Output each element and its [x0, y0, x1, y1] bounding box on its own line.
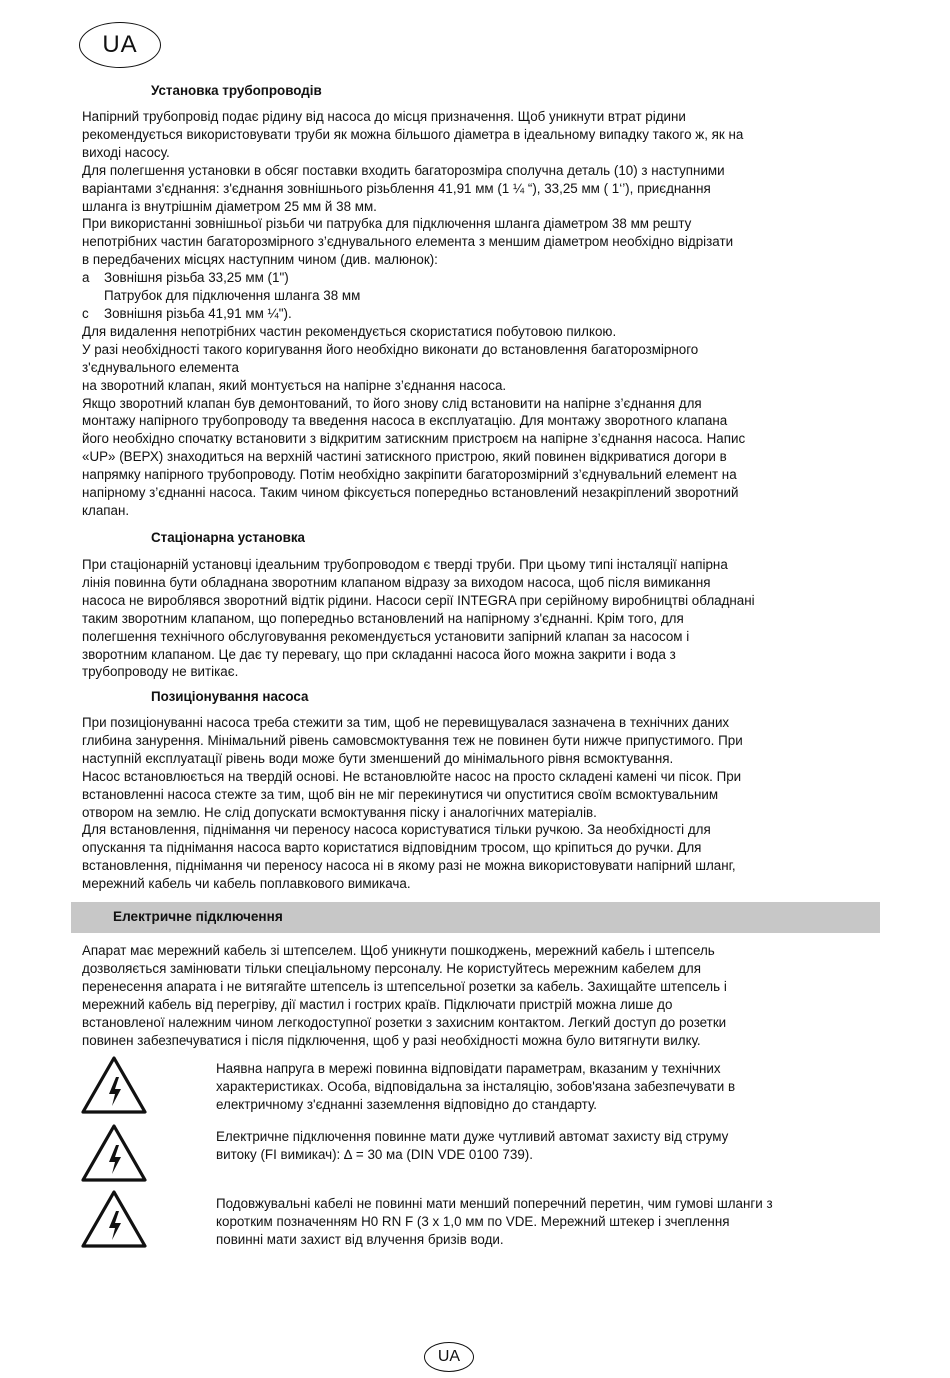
- text-line: Наявна напруга в мережі повинна відповідати параметрам, вказаним у технічних: [216, 1061, 721, 1076]
- text-line: шланга із внутрішнім діаметром 25 мм й 38 мм.: [82, 198, 377, 214]
- text-line: Подовжувальні кабелі не повинні мати менший поперечний перетин, чим гумові шланги з: [216, 1196, 773, 1211]
- text-line: рекомендується використовувати труби як можна більшого діаметра в ідеальному випадку такого ж, як на: [82, 126, 744, 142]
- stationary-section: [82, 529, 872, 547]
- installation-section: [82, 82, 872, 100]
- text-line: Насос встановлюється на твердій основі. Не встановлюйте насос на просто складені камені чи пісок. При: [82, 768, 742, 784]
- warning-text-1: [216, 1060, 876, 1114]
- text-line: отвором на землю. Не слід допускати всмоктування піску і аналогічних матеріалів.: [82, 804, 597, 820]
- text-line: напірному з’єднанні насоса. Таким чином фіксується попередньо встановлений незакріплений зворотний: [82, 485, 739, 501]
- list-item: [82, 305, 872, 323]
- language-badge-top: UA: [79, 22, 161, 68]
- text-line: непотрібних частин багаторозмірного з’єднувального елемента з меншим діаметром необхідно відрізати: [82, 234, 734, 250]
- text-line: насоса не вироблявся зворотний відтік рідини. Насоси серії INTEGRA при серійному виробництві обладнані: [82, 592, 755, 608]
- positioning-paragraph: [82, 714, 872, 893]
- text-line: витоку (FI вимикач): ∆ = 30 ма (DIN VDE 0100 739).: [216, 1146, 533, 1162]
- electric-hazard-icon: [80, 1123, 148, 1183]
- stationary-body: [82, 556, 872, 681]
- stationary-paragraph: [82, 556, 872, 681]
- electric-hazard-icon: [80, 1189, 148, 1249]
- text-line: Для видалення непотрібних частин рекомендується скористатися побутовою пилкою.: [82, 323, 617, 339]
- list-item: [82, 287, 872, 305]
- text-line: його необхідно спочатку встановити з відкритим затискним пристроєм на напірне з’єднання насоса. Напис: [82, 431, 746, 447]
- installation-body: [82, 108, 872, 520]
- text-line: Для встановлення, піднімання чи переносу насоса користуватися тільки ручкою. За необхідності для: [82, 822, 711, 838]
- text-line: При позиціонуванні насоса треба стежити за тим, щоб не перевищувалася зазначена в технічних даних: [82, 715, 730, 730]
- stationary-heading: Стаціонарна установка: [151, 530, 305, 545]
- electrical-heading: Електричне підключення: [113, 909, 283, 924]
- text-line: глибина занурення. Мінімальний рівень самовсмоктування теж не повинен бути нижче припустимого. При: [82, 732, 743, 748]
- text-line: повинні мати захист від влучення бризів води.: [216, 1231, 504, 1247]
- positioning-body: [82, 714, 872, 893]
- positioning-section: [82, 688, 872, 706]
- electrical-section-header: [71, 902, 880, 933]
- text-line: характеристиках. Особа, відповідальна за інсталяцію, зобов'язана забезпечувати в: [216, 1078, 736, 1094]
- fitting-options-list: [82, 269, 872, 323]
- text-line: виході насосу.: [82, 144, 170, 160]
- text-line: в передбачених місцях наступним чином (див. малюнок):: [82, 252, 438, 268]
- list-item: [82, 269, 872, 287]
- text-line: лінія повинна бути обладнана зворотним клапаном відразу за виходом насоса, щоб після вимикання: [82, 574, 711, 590]
- text-line: Для полегшення установки в обсяг поставки входить багаторозміра сполучна деталь (10) з наступними: [82, 162, 725, 178]
- text-line: опускання та піднімання насоса варто користатися відповідним тросом, що кріпиться до ручки. Для: [82, 840, 702, 856]
- text-line: У разі необхідності такого коригування його необхідно виконати до встановлення багаторозмірного: [82, 341, 699, 357]
- list-marker: a: [82, 270, 90, 286]
- text-line: мережний кабель чи кабель поплавкового вимикача.: [82, 876, 411, 892]
- text-line: варіантами з'єднання: з'єднання зовнішнього різьблення 41,91 мм (1 ¼ “), 33,25 мм ( 1‘’), приєднання: [82, 180, 711, 196]
- text-line: При стаціонарній установці ідеальним трубопроводом є тверді труби. При цьому типі інсталяції напірна: [82, 557, 728, 572]
- text-line: дозволяється замінювати тільки спеціальному персоналу. Не користуйтесь мережним кабелем для: [82, 960, 701, 976]
- text-line: наступній експлуатації рівень води може бути зменшений до мінімального рівня всмоктування.: [82, 750, 674, 766]
- text-line: «UP» (ВЕРХ) знаходиться на верхній частині затискного пристрою, який повинен відкриватися догори в: [82, 449, 727, 465]
- warning-text-2: [216, 1128, 876, 1164]
- installation-paragraph-2: [82, 323, 872, 520]
- text-line: повинен забезпечуватися і після підключення, щоб у разі необхідності можна було витягнути вилку.: [82, 1032, 701, 1048]
- installation-paragraph: [82, 108, 872, 269]
- electrical-body: [82, 942, 872, 1049]
- electrical-paragraph: [82, 942, 872, 1049]
- list-marker: [82, 287, 104, 305]
- text-line: перенесення апарата і не витягайте штепсель із штепсельної розетки за кабель. Захищайте штепсель і: [82, 978, 727, 994]
- text-line: встановленої належним чином легкодоступної розетки з захисним контактом. Легкий доступ до розетки: [82, 1014, 727, 1030]
- text-line: на зворотний клапан, який монтується на напірне з’єднання насоса.: [82, 377, 507, 393]
- text-line: зворотним клапаном. Це дає ту перевагу, що при складанні насоса його можна закрити і вода з: [82, 646, 676, 662]
- text-line: встановлення, піднімання чи переносу насоса ні в якому разі не можна використовувати напірний шланг,: [82, 858, 736, 874]
- text-line: таким зворотним клапаном, що попередньо встановлений на напірному з'єднанні. Крім того, для: [82, 610, 684, 626]
- positioning-heading: Позиціонування насоса: [151, 689, 309, 704]
- text-line: Апарат має мережний кабель зі штепселем. Щоб уникнути пошкоджень, мережний кабель і штепсель: [82, 943, 715, 958]
- text-line: напрямку напірного трубопроводу. Потім необхідно закріпити багаторозмірний з’єднувальний елемент на: [82, 467, 737, 483]
- text-line: Електричне підключення повинне мати дуже чутливий автомат захисту від струму: [216, 1129, 729, 1144]
- installation-heading: Установка трубопроводів: [151, 83, 322, 98]
- text-line: полегшення технічного обслуговування рекомендується установити запірний клапан за насосом і: [82, 628, 690, 644]
- text-line: Напірний трубопровід подає рідину від насоса до місця призначення. Щоб уникнути втрат рідини: [82, 109, 686, 124]
- electric-hazard-icon: [80, 1055, 148, 1115]
- list-text: Зовнішня різьба 33,25 мм (1"): [104, 270, 289, 286]
- text-line: При використанні зовнішньої різьби чи патрубка для підключення шланга діаметром 38 мм решту: [82, 216, 692, 232]
- text-line: трубопроводу не витікає.: [82, 664, 239, 680]
- text-line: з'єднувального елемента: [82, 359, 239, 375]
- warning-text-3: [216, 1195, 876, 1249]
- text-line: електричному з'єднанні заземлення відповідно до стандарту.: [216, 1096, 598, 1112]
- list-text: Патрубок для підключення шланга 38 мм: [104, 288, 361, 304]
- list-marker: c: [82, 305, 89, 321]
- list-text: Зовнішня різьба 41,91 мм ¼").: [104, 305, 292, 321]
- text-line: мережний кабель від перегріву, дії мастил і гострих країв. Підключати пристрій можна лише до: [82, 996, 673, 1012]
- text-line: коротким позначенням H0 RN F (3 x 1,0 мм по VDE. Мережний штекер і зчеплення: [216, 1213, 730, 1229]
- text-line: Якщо зворотний клапан був демонтований, то його знову слід встановити на напірне з’єднання для: [82, 395, 702, 411]
- language-badge-bottom: UA: [424, 1342, 474, 1372]
- text-line: клапан.: [82, 502, 130, 518]
- text-line: монтажу напірного трубопроводу та введення насоса в експлуатацію. Для монтажу зворотного клапана: [82, 413, 728, 429]
- text-line: встановленні насоса стежте за тим, щоб він не міг перекинутися чи опуститися своїм всмоктувальним: [82, 786, 719, 802]
